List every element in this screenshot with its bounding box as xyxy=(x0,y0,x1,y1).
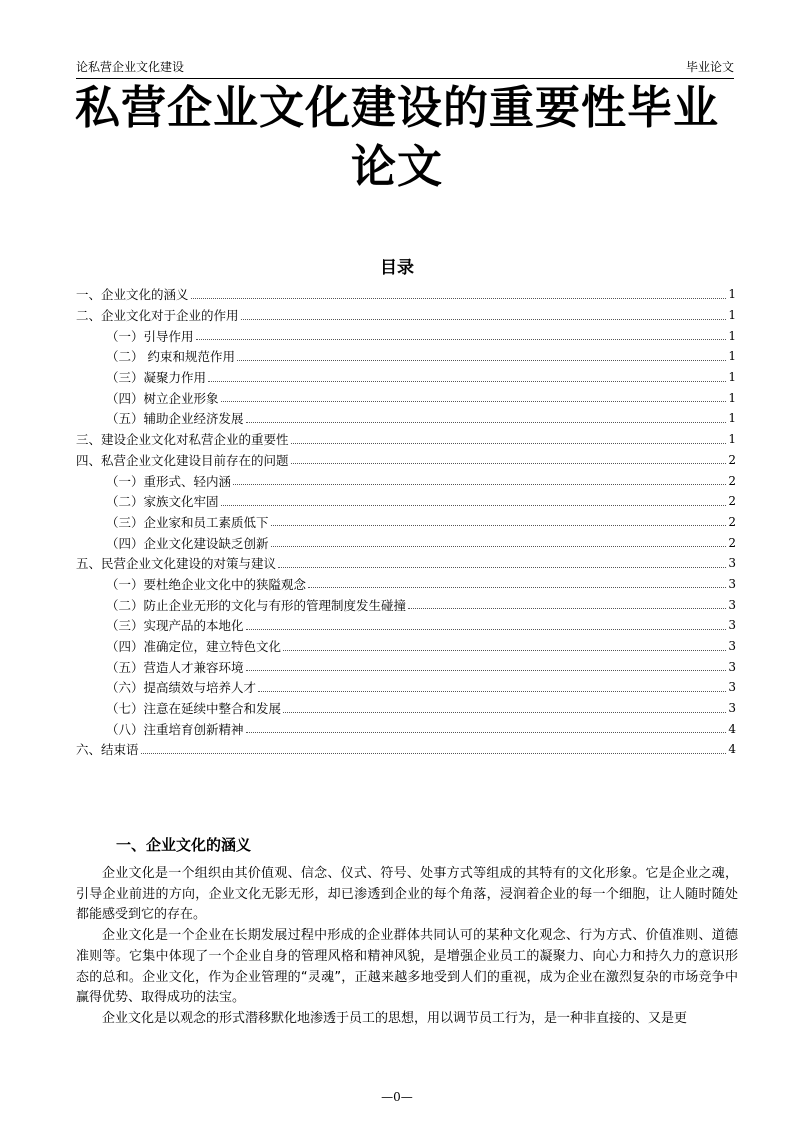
toc-entry-page: 3 xyxy=(728,659,736,674)
page-number: —0— xyxy=(381,1090,413,1104)
toc-entry-page: 2 xyxy=(728,494,736,509)
toc-leader-dots xyxy=(196,339,727,340)
toc-entry-page: 1 xyxy=(728,287,736,302)
toc-entry-label: （一）引导作用 xyxy=(106,328,194,344)
toc-entry[interactable] xyxy=(76,677,736,698)
toc-entry-page: 1 xyxy=(728,370,736,385)
section-body xyxy=(76,864,738,1030)
toc-entry[interactable] xyxy=(76,325,736,346)
body-paragraph: 企业文化是一个组织由其价值观、信念、仪式、符号、处事方式等组成的其特有的文化形象。它是企业之魂，引导企业前进的方向，企业文化无影无形，却已渗透到企业的每个角落，浸润着企业的每一个细胞，让人随时随处都能感受到它的存在。 xyxy=(76,866,738,923)
toc-leader-dots xyxy=(246,670,727,671)
toc-leader-dots xyxy=(308,587,726,588)
toc-entry-label: 一、企业文化的涵义 xyxy=(76,287,189,303)
toc-entry-label: （三）企业家和员工素质低下 xyxy=(106,514,269,530)
toc-entry[interactable] xyxy=(76,636,736,657)
toc-entry-page: 1 xyxy=(728,349,736,364)
header-left-text: 论私营企业文化建设 xyxy=(76,60,185,74)
toc-leader-dots xyxy=(246,422,727,423)
toc-entry-page: 3 xyxy=(728,576,736,591)
page-header xyxy=(76,56,734,79)
toc-entry-page: 3 xyxy=(728,639,736,654)
toc-leader-dots xyxy=(291,463,727,464)
toc-leader-dots xyxy=(221,401,727,402)
toc-entry-page: 4 xyxy=(728,742,736,757)
toc-entry[interactable] xyxy=(76,367,736,388)
toc-entry-label: （三）凝聚力作用 xyxy=(106,370,207,386)
toc-entry[interactable] xyxy=(76,615,736,636)
toc-entry[interactable] xyxy=(76,718,736,739)
toc-entry[interactable] xyxy=(76,429,736,450)
toc-entry-label: （六）提高绩效与培养人才 xyxy=(106,680,257,696)
table-of-contents xyxy=(76,284,736,760)
toc-entry-page: 4 xyxy=(728,721,736,736)
toc-leader-dots xyxy=(258,691,726,692)
toc-entry-label: （一）重形式、轻内涵 xyxy=(106,473,232,489)
toc-entry[interactable] xyxy=(76,739,736,760)
toc-entry-label: （二）防止企业无形的文化与有形的管理制度发生碰撞 xyxy=(106,597,407,613)
toc-entry-label: （五）营造人才兼容环境 xyxy=(106,659,244,675)
toc-entry-page: 2 xyxy=(728,473,736,488)
toc-entry[interactable] xyxy=(76,450,736,471)
toc-entry-label: （八）注重培育创新精神 xyxy=(106,721,244,737)
toc-leader-dots xyxy=(221,505,727,506)
toc-entry-label: 三、建设企业文化对私营企业的重要性 xyxy=(76,432,289,448)
toc-entry-page: 1 xyxy=(728,390,736,405)
toc-entry-label: （三）实现产品的本地化 xyxy=(106,618,244,634)
toc-leader-dots xyxy=(208,381,726,382)
toc-entry-page: 3 xyxy=(728,701,736,716)
toc-entry-label: （七）注意在延续中整合和发展 xyxy=(106,701,282,717)
toc-entry-page: 3 xyxy=(728,618,736,633)
toc-entry-label: （四）准确定位，建立特色文化 xyxy=(106,639,282,655)
toc-entry[interactable] xyxy=(76,387,736,408)
toc-entry-page: 3 xyxy=(728,556,736,571)
toc-entry[interactable] xyxy=(76,305,736,326)
body-paragraph: 企业文化是以观念的形式潜移默化地渗透于员工的思想，用以调节员工行为，是一种非直接的、又是更 xyxy=(102,1010,688,1026)
toc-entry-page: 3 xyxy=(728,680,736,695)
toc-entry-page: 1 xyxy=(728,308,736,323)
toc-leader-dots xyxy=(191,298,727,299)
toc-leader-dots xyxy=(271,546,727,547)
toc-entry-label: 二、企业文化对于企业的作用 xyxy=(76,308,239,324)
toc-leader-dots xyxy=(283,712,726,713)
section-heading: 一、企业文化的涵义 xyxy=(116,836,252,854)
toc-entry-page: 3 xyxy=(728,597,736,612)
toc-entry-page: 1 xyxy=(728,411,736,426)
toc-entry-page: 2 xyxy=(728,452,736,467)
toc-entry[interactable] xyxy=(76,698,736,719)
toc-entry-label: （五）辅助企业经济发展 xyxy=(106,411,244,427)
toc-entry-label: （一）要杜绝企业文化中的狭隘观念 xyxy=(106,576,307,592)
toc-entry[interactable] xyxy=(76,284,736,305)
toc-leader-dots xyxy=(246,629,727,630)
toc-entry-label: 四、私营企业文化建设目前存在的问题 xyxy=(76,452,289,468)
toc-entry[interactable] xyxy=(76,470,736,491)
toc-entry-page: 2 xyxy=(728,535,736,550)
header-right-text: 毕业论文 xyxy=(685,60,734,74)
toc-entry[interactable] xyxy=(76,574,736,595)
toc-leader-dots xyxy=(233,484,726,485)
toc-entry[interactable] xyxy=(76,594,736,615)
toc-entry[interactable] xyxy=(76,532,736,553)
toc-entry-page: 1 xyxy=(728,432,736,447)
toc-entry-page: 1 xyxy=(728,328,736,343)
toc-leader-dots xyxy=(408,608,726,609)
toc-entry-label: （二）家族文化牢固 xyxy=(106,494,219,510)
body-paragraph: 企业文化是一个企业在长期发展过程中形成的企业群体共同认可的某种文化观念、行为方式、价值准则、道德准则等。它集中体现了一个企业自身的管理风格和精神风貌，是增强企业员工的凝聚力、向心力和持久力的意识形态的总和。企业文化，作为企业管理的“灵魂”，正越来越多地受到人们的重视，成为企业在激烈复杂的市场竞争中赢得优势、取得成功的法宝。 xyxy=(76,928,738,1006)
toc-entry-label: 六、结束语 xyxy=(76,742,139,758)
toc-entry[interactable] xyxy=(76,553,736,574)
toc-entry-label: 五、民营企业文化建设的对策与建议 xyxy=(76,556,277,572)
document-title: 私营企业文化建设的重要性毕业论文 xyxy=(74,81,719,193)
toc-entry-label: （四）企业文化建设缺乏创新 xyxy=(106,535,269,551)
toc-leader-dots xyxy=(271,525,727,526)
toc-heading: 目录 xyxy=(380,258,414,278)
toc-entry[interactable] xyxy=(76,408,736,429)
toc-entry-label: （四）树立企业形象 xyxy=(106,390,219,406)
toc-leader-dots xyxy=(141,753,727,754)
toc-entry-label: （二） 约束和规范作用 xyxy=(106,349,235,365)
toc-leader-dots xyxy=(283,650,726,651)
toc-entry[interactable] xyxy=(76,346,736,367)
toc-leader-dots xyxy=(237,360,726,361)
toc-leader-dots xyxy=(278,567,726,568)
toc-entry-page: 2 xyxy=(728,514,736,529)
toc-entry[interactable] xyxy=(76,512,736,533)
toc-leader-dots xyxy=(246,732,727,733)
toc-leader-dots xyxy=(241,319,727,320)
toc-entry[interactable] xyxy=(76,656,736,677)
toc-entry[interactable] xyxy=(76,491,736,512)
toc-leader-dots xyxy=(291,443,727,444)
